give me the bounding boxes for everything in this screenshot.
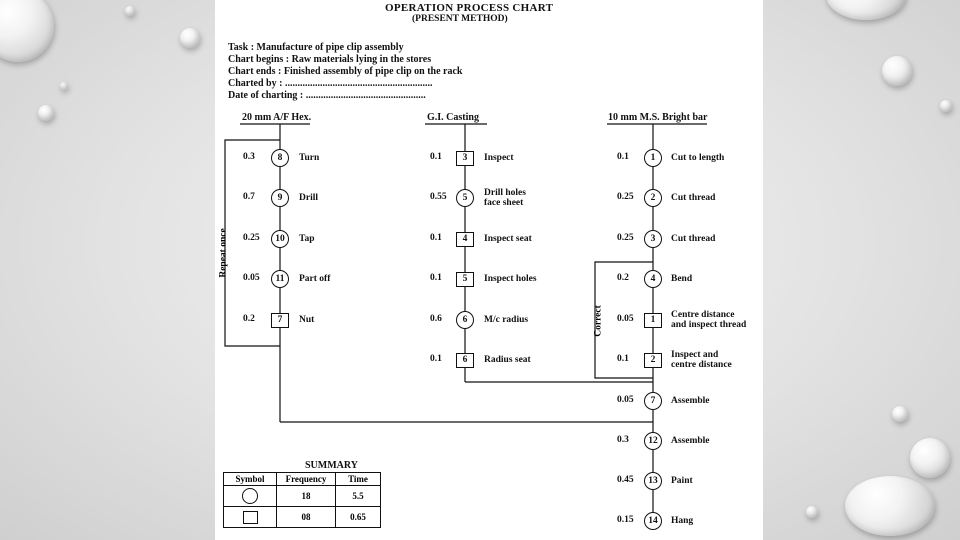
water-drop-decoration (38, 105, 54, 121)
summary-header-time: Time (336, 473, 381, 486)
info-task: Task : Manufacture of pipe clip assembly (228, 42, 404, 53)
step-label: Centre distance and inspect thread (671, 310, 747, 330)
summary-frequency: 18 (277, 486, 336, 507)
step-time: 0.55 (430, 192, 447, 202)
chart-subtitle: (PRESENT METHOD) (412, 14, 508, 24)
operation-node: 1 (644, 149, 662, 167)
step-time: 0.1 (430, 273, 442, 283)
operation-node: 14 (644, 512, 662, 530)
step-label: Inspect (484, 153, 514, 163)
summary-frequency: 08 (277, 507, 336, 528)
summary-time: 0.65 (336, 507, 381, 528)
step-time: 0.25 (617, 233, 634, 243)
step-label: Radius seat (484, 355, 531, 365)
water-drop-decoration (940, 100, 952, 112)
step-label: Cut to length (671, 153, 725, 163)
step-time: 0.45 (617, 475, 634, 485)
inspection-node: 3 (456, 151, 474, 166)
water-drop-decoration (882, 56, 912, 86)
inspection-node: 7 (271, 313, 289, 328)
inspection-node: 2 (644, 353, 662, 368)
summary-title: SUMMARY (305, 460, 358, 471)
operation-node: 5 (456, 189, 474, 207)
step-label: Inspect and centre distance (671, 350, 732, 370)
step-label: Bend (671, 274, 693, 284)
operation-symbol-icon (224, 486, 277, 507)
step-time: 0.2 (617, 273, 629, 283)
left-column-header: 20 mm A/F Hex. (242, 112, 312, 123)
operation-node: 11 (271, 270, 289, 288)
step-label: Inspect seat (484, 234, 532, 244)
step-label: Paint (671, 476, 693, 486)
step-time: 0.1 (430, 354, 442, 364)
summary-header-frequency: Frequency (277, 473, 336, 486)
step-label: Inspect holes (484, 274, 537, 284)
water-drop-decoration (826, 0, 906, 20)
step-label: M/c radius (484, 315, 529, 325)
summary-header-symbol: Symbol (224, 473, 277, 486)
step-time: 0.7 (243, 192, 255, 202)
water-drop-decoration (180, 28, 200, 48)
summary-time: 5.5 (336, 486, 381, 507)
step-label: Tap (299, 234, 315, 244)
step-time: 0.2 (243, 314, 255, 324)
summary-table (223, 472, 381, 528)
step-label: Drill holes face sheet (484, 188, 526, 208)
process-chart-slide (215, 0, 763, 540)
info-date: Date of charting : ................................................ (228, 90, 426, 101)
step-time: 0.25 (243, 233, 260, 243)
correct-label: Correct (593, 305, 604, 337)
summary-row (224, 486, 381, 507)
inspection-node: 4 (456, 232, 474, 247)
info-charted-by: Charted by : ........................................................... (228, 78, 433, 89)
water-drop-decoration (125, 6, 135, 16)
step-label: Hang (671, 516, 694, 526)
operation-node: 8 (271, 149, 289, 167)
step-time: 0.6 (430, 314, 442, 324)
step-time: 0.3 (617, 435, 629, 445)
operation-node: 4 (644, 270, 662, 288)
step-time: 0.25 (617, 192, 634, 202)
operation-node: 3 (644, 230, 662, 248)
operation-node: 10 (271, 230, 289, 248)
water-drop-decoration (0, 0, 54, 62)
info-begins: Chart begins : Raw materials lying in the stores (228, 54, 432, 65)
step-label: Drill (299, 193, 318, 203)
middle-column-header: G.I. Casting (427, 112, 479, 123)
water-drop-decoration (910, 438, 950, 478)
right-column-header: 10 mm M.S. Bright bar (608, 112, 708, 123)
info-ends: Chart ends : Finished assembly of pipe clip on the rack (228, 66, 463, 77)
inspection-symbol-icon (224, 507, 277, 528)
step-time: 0.1 (617, 152, 629, 162)
operation-node: 13 (644, 472, 662, 490)
step-label: Assemble (671, 396, 710, 406)
step-label: Part off (299, 274, 331, 284)
step-time: 0.05 (243, 273, 260, 283)
water-drop-decoration (892, 406, 908, 422)
operation-node: 12 (644, 432, 662, 450)
water-drop-decoration (845, 476, 935, 536)
step-label: Cut thread (671, 193, 716, 203)
chart-title: OPERATION PROCESS CHART (385, 2, 554, 14)
water-drop-decoration (806, 506, 818, 518)
step-time: 0.3 (243, 152, 255, 162)
step-label: Nut (299, 315, 315, 325)
step-time: 0.1 (430, 233, 442, 243)
step-time: 0.15 (617, 515, 634, 525)
step-time: 0.05 (617, 395, 634, 405)
operation-node: 6 (456, 311, 474, 329)
repeat-once-label: Repeat once (218, 228, 229, 278)
step-label: Turn (299, 153, 320, 163)
operation-node: 7 (644, 392, 662, 410)
operation-node: 9 (271, 189, 289, 207)
summary-row (224, 507, 381, 528)
inspection-node: 5 (456, 272, 474, 287)
operation-node: 2 (644, 189, 662, 207)
inspection-node: 6 (456, 353, 474, 368)
inspection-node: 1 (644, 313, 662, 328)
step-time: 0.1 (430, 152, 442, 162)
step-time: 0.05 (617, 314, 634, 324)
flow-lines (215, 0, 763, 540)
step-time: 0.1 (617, 354, 629, 364)
step-label: Assemble (671, 436, 710, 446)
water-drop-decoration (60, 82, 68, 90)
step-label: Cut thread (671, 234, 716, 244)
